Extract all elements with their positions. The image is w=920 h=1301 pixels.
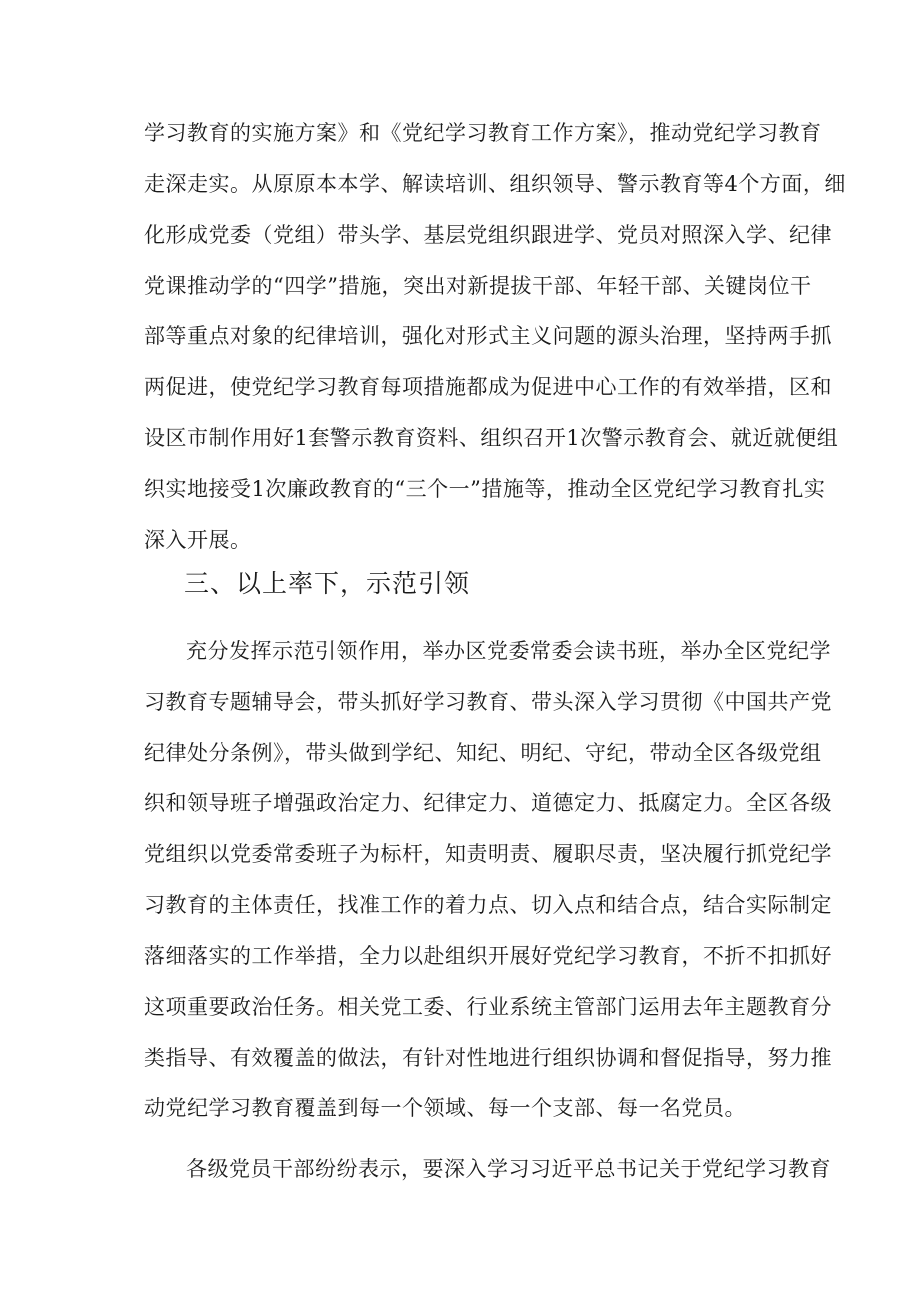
paragraph-line: 这项重要政治任务。相关党工委、行业系统主管部门运用去年主题教育分 — [144, 995, 832, 1019]
paragraph-line: 习教育专题辅导会，带头抓好学习教育、带头深入学习贯彻《中国共产党 — [144, 690, 832, 714]
paragraph-line: 动党纪学习教育覆盖到每一个领域、每一个支部、每一名党员。 — [144, 1096, 746, 1120]
paragraph-line: 织实地接受1次廉政教育的“三个一”措施等，推动全区党纪学习教育扎实 — [144, 477, 826, 501]
paragraph-line: 部等重点对象的纪律培训，强化对形式主义问题的源头治理，坚持两手抓 — [144, 324, 832, 348]
paragraph-line: 落细落实的工作举措，全力以赴组织开展好党纪学习教育，不折不扣抓好 — [144, 944, 832, 968]
paragraph-line: 设区市制作用好1套警示教育资料、组织召开1次警示教育会、就近就便组 — [144, 426, 839, 450]
paragraph-line: 充分发挥示范引领作用，举办区党委常委会读书班，举办全区党纪学 — [186, 639, 831, 663]
paragraph-line: 类指导、有效覆盖的做法，有针对性地进行组织协调和督促指导，努力推 — [144, 1046, 832, 1070]
paragraph-line: 深入开展。 — [144, 528, 252, 552]
paragraph-line: 两促进，使党纪学习教育每项措施都成为促进中心工作的有效举措，区和 — [144, 375, 832, 399]
paragraph-line: 学习教育的实施方案》和《党纪学习教育工作方案》，推动党纪学习教育 — [144, 121, 822, 145]
paragraph-line: 习教育的主体责任，找准工作的着力点、切入点和结合点，结合实际制定 — [144, 893, 832, 917]
paragraph-line: 党课推动学的“四学”措施，突出对新提拔干部、年轻干部、关键岗位干 — [144, 274, 812, 298]
paragraph-line: 党组织以党委常委班子为标杆，知责明责、履职尽责，坚决履行抓党纪学 — [144, 842, 832, 866]
paragraph-line: 化形成党委（党组）带头学、基层党组织跟进学、党员对照深入学、纪律 — [144, 223, 832, 247]
paragraph-line: 纪律处分条例》，带头做到学纪、知纪、明纪、守纪，带动全区各级党组 — [144, 741, 822, 765]
section-heading: 三、以上率下，示范引领 — [184, 569, 471, 598]
paragraph-line: 各级党员干部纷纷表示，要深入学习习近平总书记关于党纪学习教育 — [186, 1157, 831, 1181]
paragraph-line: 织和领导班子增强政治定力、纪律定力、道德定力、抵腐定力。全区各级 — [144, 791, 832, 815]
paragraph-line: 走深走实。从原原本本学、解读培训、组织领导、警示教育等4个方面，细 — [144, 172, 846, 196]
